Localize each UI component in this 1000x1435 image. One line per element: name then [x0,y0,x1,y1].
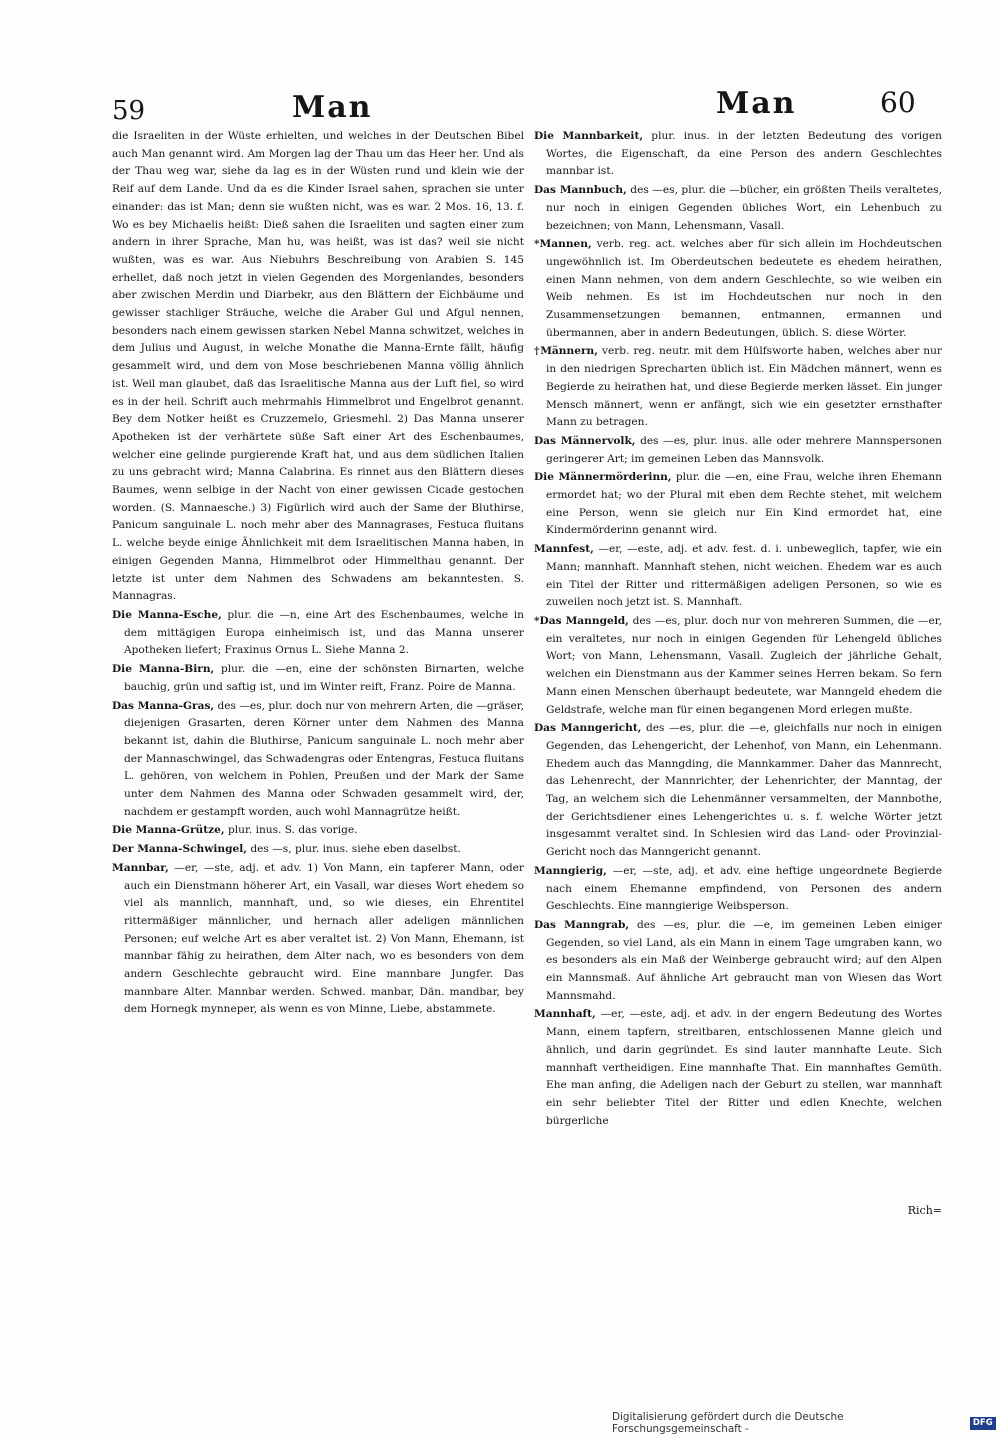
dictionary-entry [534,720,942,862]
entry-text: des —es, plur. doch nur von mehreren Summen, die —er, ein veraltetes, nur noch in einigen Gegenden für Lehengeld übliches Wort; von Mann, Lehensmann, Vasall. Zugleich der jährliche Gehalt, welchen ein Dienstmann aus der Kammer seines Herren bekam. So fern Mann einen Menschen überhaupt bedeutete, war Manngeld ehedem die Geldstrafe, welche man für einen begangenen Mord erlegen mußte. [546,614,943,716]
dictionary-entry [534,128,942,181]
entry-headword: *Das Manngeld, [534,614,629,627]
entry-headword: Das Manngrab, [534,918,630,931]
entry-text: —er, —ste, adj. et adv. 1) Von Mann, ein tapferer Mann, oder auch ein Dienstmann höherer Art, ein Vasall, war dieses Wort ehedem so viel als mannlich, mannhaft, und, so wie dieses, ein Ehrentitel rittermäßiger männlicher, und hernach aller adeligen männlichen Personen; euf welche Art es aber veraltet ist. 2) Von Mann, Ehemann, ist mannbar fähig zu heirathen, dem Alter nach, wo es besonders von dem andern Geschlechte gebraucht wird. Eine mannbare Jungfer. Das mannbare Alter. Mannbar werden. Schwed. manbar, Dän. mandbar, bey dem Hornegk mynneper, als wenn es von Minne, Liebe, abstammete. [124,861,524,1016]
dictionary-entry [534,917,942,1006]
dictionary-entry [534,613,942,719]
entry-text: —er, —ste, adj. et adv. eine heftige ungeordnete Begierde nach einem Ehemanne empfindend, von Personen des andern Geschlechts. Eine manngierige Weibsperson. [546,864,942,913]
page-number-left: 59 [112,96,146,126]
entry-text: des —es, plur. die —e, gleichfalls nur noch in einigen Gegenden, das Lehengericht, der Lehenhof, von Mann, ein Lehenmann. Ehedem auch das Manngding, die Mannkammer. Daher das Mannrecht, das Lehenrecht, der Mannrichter, der Lehenrichter, der Manntag, der Tag, an welchem sich die Lehenmänner versammelten, der Mannbothe, der Gerichtsdiener eines Lehengerichtes u. s. f. welche Wörter jetzt insgesammt veraltet sind. In Schlesien wird das Land- oder Provinzial-Gericht noch das Manngericht genannt. [546,722,942,859]
dictionary-entry [534,469,942,540]
entry-headword: Die Manna-Esche, [112,608,222,621]
dictionary-entry [112,698,524,822]
entry-text: —er, —este, adj. et adv. fest. d. i. unbeweglich, tapfer, wie ein Mann; mannhaft. Mannhaft stehen, nicht weichen. Ehedem war es auch ein Titel der Ritter und rittermäßigen adeligen Personen, so wie es zuweilen noch jetzt ist. S. Mannhaft. [546,543,942,609]
entry-headword: Mannfest, [534,543,594,556]
running-head-right: Man [716,86,797,121]
entry-text: des —s, plur. inus. siehe eben daselbst. [250,843,461,856]
entry-headword: Mannbar, [112,861,169,874]
entry-headword: Das Manngericht, [534,722,642,735]
entry-headword: *Mannen, [534,238,592,251]
dictionary-entry [534,343,942,432]
dictionary-entry [112,822,524,840]
dictionary-entry [534,236,942,342]
dictionary-entry [534,541,942,612]
entry-text: —er, —este, adj. et adv. in der engern Bedeutung des Wortes Mann, einem tapfern, streitbaren, entschlossenen Manne gleich und ähnlich, und darin gegründet. Es sind lauter mannhafte Leute. Sich mannhaft vertheidigen. Eine mannhafte That. Ein mannhaftes Gemüth. Ehe man anfing, die Adeligen nach der Geburt zu stellen, war mannhaft ein sehr beliebter Titel der Ritter und edlen Knechte, welchen bürgerliche [546,1008,943,1127]
entry-text: verb. reg. neutr. mit dem Hülfsworte haben, welches aber nur in den niedrigen Sprecharten üblich ist. Ein Mädchen männert, wenn es Begierde zu heirathen hat, und diese Begierde merken lässet. Ein junger Mensch männert, wenn er anfängt, sich wie ein gesetzter ernsthafter Mann zu betragen. [546,345,942,429]
entry-text: plur. die —en, eine der schönsten Birnarten, welche bauchig, grün und saftig ist, und im Winter reift, Franz. Poire de Manna. [124,663,524,693]
entry-text: plur. inus. S. das vorige. [227,824,358,837]
dictionary-entry [534,863,942,916]
catchword: Rich= [907,1204,942,1217]
page-number-right: 60 [880,86,916,119]
entry-text: des —es, plur. die —bücher, ein größten Theils veraltetes, nur noch in einigen Gegenden übliches Wort, ein Lehenbuch zu bezeichnen; von Mann, Lehensmann, Vasall. [546,184,942,232]
dictionary-entry [534,1006,942,1130]
entry-headword: Das Männervolk, [534,434,636,447]
entry-text: die Israeliten in der Wüste erhielten, und welches in der Deutschen Bibel auch Man genannt wird. Am Morgen lag der Thau um das Heer her. Und als der Thau weg war, siehe da lag es in der Wüsten rund und klein wie der Reif auf dem Lande. Und da es die Kinder Israel sahen, sprachen sie unter einander: das ist Man; denn sie wußten nicht, was es war. 2 Mos. 16, 13. f. Wo es bey Michaelis heißt: Dieß sahen die Israeliten und sagten einer zum andern in ihrer Sprache, Man hu, was heißt, was ist das? weil sie nicht wußten, was es war. Aus Niebuhrs Beschreibung von Arabien S. 145 erhellet, daß noch jetzt in vielen Gegenden des Morgenlandes, besonders aber zwischen Merdin und Diarbekr, aus den Blättern der Eichbäume und gewisser stachliger Sträuche, welche die Araber Gul und Afgul nennen, besonders nach einem gewissen starken Nebel Manna schwitzet, welches in dem Julius und August, in welche Monathe die Manna-Ernte fällt, häufig gesammelt wird, und dem von Mose beschriebenen Manna völlig ähnlich ist. Weil man glaubet, daß das Israelitische Manna aus der Luft fiel, so wird es in der heil. Schrift auch mehrmahls Himmelbrot und Engelbrot genannt. Bey dem Notker heißt es Cruzzemelo, Griesmehl. 2) Das Manna unserer Apotheken ist der verhärtete süße Saft einer Art des Eschenbaumes, welcher eine gelinde purgierende Kraft hat, und aus dem südlichen Italien zu uns gebracht wird; Manna Calabrina. Es rinnet aus den Blättern dieses Baumes, wenn selbige in der Nacht von einer gewissen Cicade gestochen worden. (S. Mannaesche.) 3) Figürlich wird auch der Same der Bluthirse, Panicum sanguinale L. noch mehr aber des Mannagrases, Festuca fluitans L. welche beyde einige Ähnlichkeit mit dem Israelitischen Manna haben, in einigen Gegenden Manna, Himmelbrot oder Himmelthau genannt. Der letzte ist unter dem Nahmen des Schwadens am bekanntesten. S. Mannagras. [112,130,524,603]
entry-headword: Die Manna-Grütze, [112,824,225,837]
footer-text: Digitalisierung gefördert durch die Deutsche Forschungsgemeinschaft - [612,1411,844,1435]
entry-headword: Die Manna-Birn, [112,663,215,676]
entry-headword: Manngierig, [534,864,607,877]
dictionary-entry [112,607,524,660]
entry-headword: Die Männermörderinn, [534,471,672,484]
entry-text: plur. die —en, eine Frau, welche ihren Ehemann ermordet hat; wo der Plural mit eben dem Rechte stehet, mit welchem eine Person, wenn sie gleich nur Ein Kind ermordet hat, eine Kindermörderinn genannt wird. [546,471,942,537]
entry-headword: Mannhaft, [534,1008,596,1021]
entry-headword: †Männern, [534,345,598,358]
entry-text: des —es, plur. die —e, im gemeinen Leben einiger Gegenden, so viel Land, als ein Mann in einem Tage umgraben kann, wo es besonders als ein Maß der Weinberge gebraucht wird; auf den Alpen ein Mannsmaß. Auf ähnliche Art gebraucht man von Wiesen das Wort Mannsmahd. [546,918,942,1002]
dictionary-entry [534,182,942,235]
dictionary-entry [112,860,524,1019]
right-column [534,128,942,1131]
entry-headword: Das Manna-Gras, [112,699,215,712]
footer [612,1411,1000,1435]
running-head-left: Man [292,90,373,125]
entry-headword: Das Mannbuch, [534,184,627,197]
left-column [112,128,524,1020]
dfg-logo-icon: DFG [970,1417,996,1430]
entry-text: des —es, plur. doch nur von mehrern Arten, die —gräser, diejenigen Grasarten, deren Körner unter dem Nahmen des Manna bekannt ist, dahin die Bluthirse, Panicum sanguinale L. noch mehr aber der Mannaschwingel, das Schwadengras oder Entengras, Festuca fluitans L. gehören, von welchem in Pohlen, Preußen und der Mark der Same unter dem Nahmen des Manna oder Schwaden gesammelt wird, der, nachdem er gestampft worden, auch wohl Mannagrütze heißt. [124,699,524,818]
entry-text: des —es, plur. inus. alle oder mehrere Mannspersonen geringerer Art; im gemeinen Leben das Mannsvolk. [546,434,942,465]
dictionary-entry [112,661,524,696]
entry-text: plur. inus. in der letzten Bedeutung des vorigen Wortes, die Eigenschaft, da eine Person des andern Geschlechtes mannbar ist. [546,130,942,178]
dictionary-entry [112,128,524,606]
entry-headword: Der Manna-Schwingel, [112,843,247,856]
entry-text: verb. reg. act. welches aber für sich allein im Hochdeutschen ungewöhnlich ist. Im Oberdeutschen bedeutete es ehedem heirathen, einen Mann nehmen, von dem andern Geschlechte, so wie weiben ein Weib nehmen. Es ist im Hochdeutschen nur noch in den Zusammensetzungen bemannen, entmannen, ermannen und übermannen, aber in andern Bedeutungen, üblich. S. diese Wörter. [546,238,943,339]
dictionary-entry [534,433,942,468]
entry-text: plur. die —n, eine Art des Eschenbaumes, welche in dem mittägigen Europa einheimisch ist, und das Manna unserer Apotheken liefert; Fraxinus Ornus L. Siehe Manna 2. [124,608,525,657]
entry-headword: Die Mannbarkeit, [534,130,644,142]
dictionary-entry [112,841,524,859]
